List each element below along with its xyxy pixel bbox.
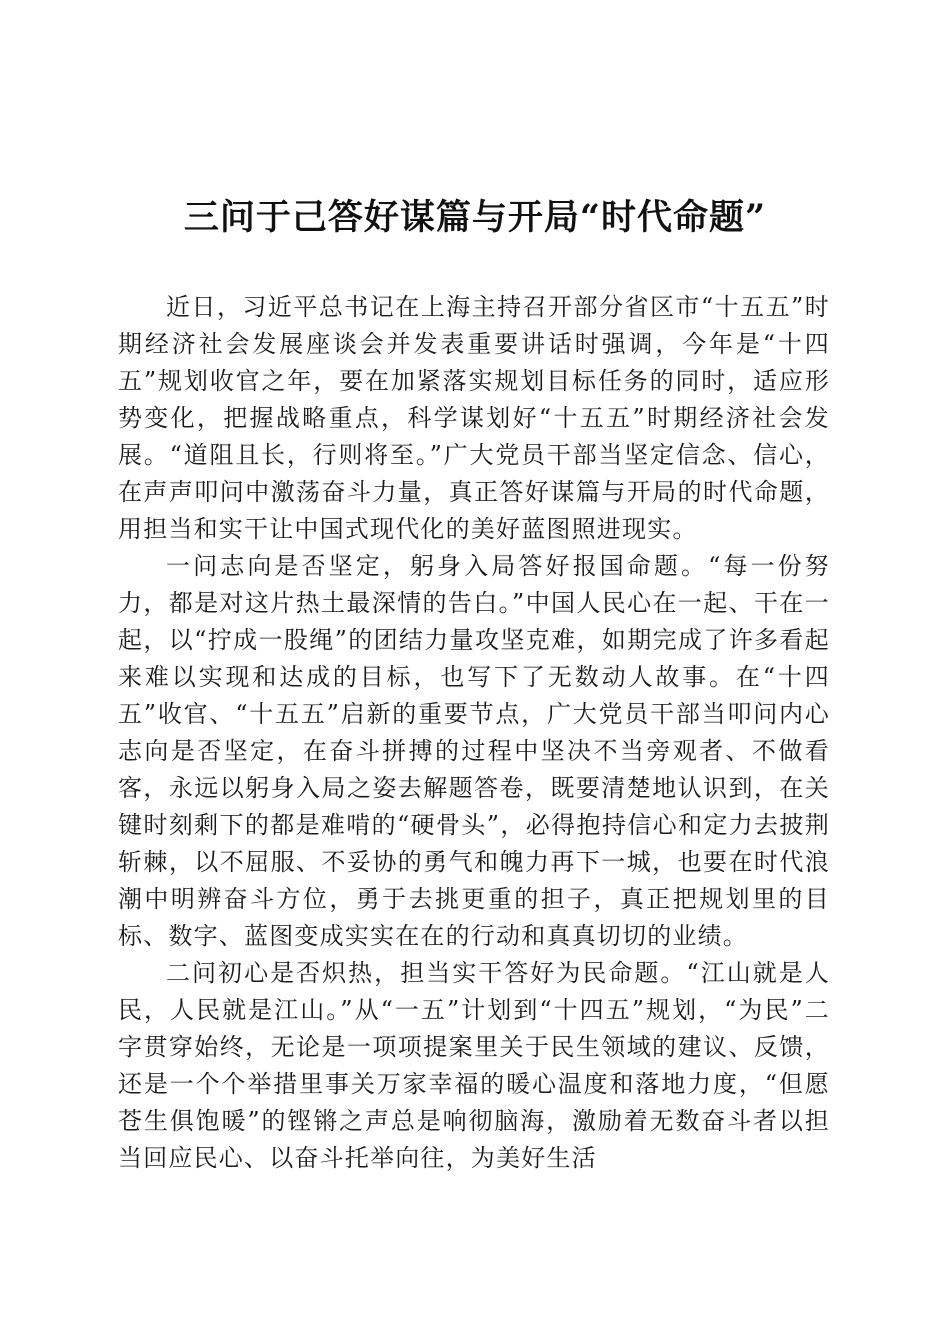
paragraph-second-question: 二问初心是否炽热，担当实干答好为民命题。“江山就是人民，人民就是江山。”从“一五”计划到“十四五”规划，“为民”二字贯穿始终，无论是一项项提案里关于民生领域的建议、反馈，还是一个个举措里事关万家幸福的暖心温度和落地力度，“但愿苍生俱饱暖”的铿锵之声总是响彻脑海，激励着无数奋斗者以担当回应民心、以奋斗托举向往，为美好生活 (118, 959, 830, 1172)
paragraph-intro: 近日，习近平总书记在上海主持召开部分省区市“十五五”时期经济社会发展座谈会并发表重要讲话时强调，今年是“十四五”规划收官之年，要在加紧落实规划目标任务的同时，适应形势变化，把握战略重点，科学谋划好“十五五”时期经济社会发展。“道阻且长，行则将至。”广大党员干部当坚定信念、信心，在声声叩问中激荡奋斗力量，真正答好谋篇与开局的时代命题，用担当和实干让中国式现代化的美好蓝图照进现实。 (118, 293, 830, 543)
paragraph-first-question: 一问志向是否坚定，躬身入局答好报国命题。“每一份努力，都是对这片热土最深情的告白。”中国人民心在一起、干在一起，以“拧成一股绳”的团结力量攻坚克难，如期完成了许多看起来难以实现和达成的目标，也写下了无数动人故事。在“十四五”收官、“十五五”启新的重要节点，广大党员干部当叩问内心志向是否坚定，在奋斗拼搏的过程中坚决不当旁观者、不做看客，永远以躬身入局之姿去解题答卷，既要清楚地认识到，在关键时刻剩下的都是难啃的“硬骨头”，必得抱持信心和定力去披荆斩棘，以不屈服、不妥协的勇气和魄力再下一城，也要在时代浪潮中明辨奋斗方位，勇于去挑更重的担子，真正把规划里的目标、数字、蓝图变成实实在在的行动和真真切切的业绩。 (118, 552, 830, 950)
document-body (118, 289, 830, 1177)
document-title: 三问于己答好谋篇与开局“时代命题” (183, 197, 767, 238)
